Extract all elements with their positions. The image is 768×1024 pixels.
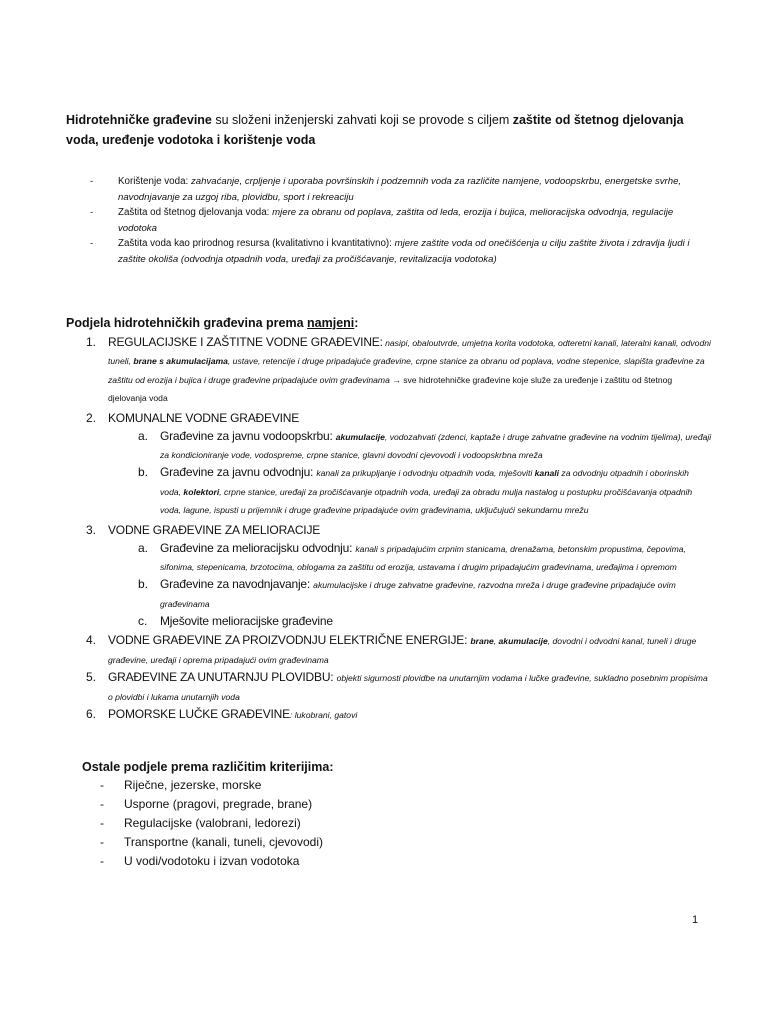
item-desc: , [493, 636, 499, 647]
list-item [72, 668, 712, 705]
sub-item-desc: za odvodnju otpadnih i oborinskih voda, [160, 468, 689, 497]
item-heading: KOMUNALNE VODNE GRAĐEVINE [108, 410, 300, 425]
item-heading: POMORSKE LUČKE GRAĐEVINE [108, 706, 290, 721]
item-desc-bold: brane [470, 636, 494, 647]
sub-item-heading: Građevine za javnu vodoopskrbu: [160, 428, 336, 443]
other-divisions-list [100, 776, 323, 871]
list-item-text: Regulacijske (valobrani, ledorezi) [124, 816, 301, 830]
intro-text: su složeni inženjerski zahvati koji se provode s ciljem [211, 113, 513, 127]
sub-item-desc-bold: akumulacije [335, 431, 385, 442]
list-dash: - [100, 778, 104, 792]
bullet-dash: - [90, 238, 94, 249]
purpose-numbered-list [72, 333, 712, 723]
sub-item-heading: Građevine za javnu odvodnju: [160, 465, 317, 480]
bullet-text: mjere zaštite voda od onečišćenja u cilju zaštite života i zdravlja ljudi i zaštite okoliša (odvodnja otpadnih voda, uređaji za pročišćavanje, revitalizacija vodotoka) [118, 238, 690, 265]
sub-item [138, 612, 712, 630]
section-heading-prefix: Podjela hidrotehničkih građevina prema [66, 316, 308, 330]
sub-item [138, 539, 712, 576]
bullet-lead: Zaštita voda kao prirodnog resursa (kvalitativno i kvantitativno): [118, 238, 395, 249]
sub-item-desc: kanali za prikupljanje i odvodnju otpadnih voda, mješoviti [316, 468, 535, 479]
bullet-item [90, 205, 700, 236]
sub-item-desc: , vodozahvati (zdenci, kaptaže i druge zahvatne građevine na vodnim tijelima), uređaji za kondicioniranje vode, vodospreme, crpne stanice, glavni dovodni cjevovodi i vodoopskrbna mreža [160, 431, 712, 461]
sub-item-desc-bold: kanali [534, 468, 560, 479]
bullet-dash: - [90, 207, 94, 218]
bullet-dash: - [90, 176, 94, 187]
list-item-text: U vodi/vodotoku i izvan vodotoka [124, 854, 300, 868]
bullet-item [90, 174, 700, 205]
bullet-text: zahvaćanje, crpljenje i uporaba površinskih i podzemnih voda za različite namjene, vodoopskrbu, energetske svrhe, navodnjavanje za uzgoj riba, plovidbu, sport i rekreaciju [118, 176, 682, 203]
sub-item-desc: , crpne stanice, uređaji za pročišćavanje otpadnih voda, uređaji za obradu mulja nastalog u postupku pročišćavanja otpadnih voda, lagune, ispusti u prijemnik i druge građevine pripadajuće ovim građevinama, uključujući sekundarnu mrežu [160, 486, 693, 516]
list-item [72, 521, 712, 631]
intro-goal: zaštite od štetnog djelovanja voda, uređenje vodotoka i korištenje voda [66, 113, 684, 147]
usage-bullet-list [90, 174, 700, 267]
sub-item-letter: a. [138, 540, 149, 555]
sub-item-desc: akumulacijske i druge zahvatne građevine, razvodna mreža i druge građevine pripadajuće ovim građevinama [160, 580, 676, 609]
list-item [72, 631, 712, 668]
item-number: 5. [86, 670, 97, 685]
section-heading-suffix: : [354, 316, 359, 330]
list-item [72, 409, 712, 519]
section-heading [66, 314, 358, 332]
list-item [100, 814, 323, 833]
list-dash: - [100, 797, 104, 811]
item-heading: VODNE GRAĐEVINE ZA PROIZVODNJU ELEKTRIČNE ENERGIJE: [108, 633, 471, 648]
item-number: 4. [86, 633, 97, 648]
item-desc: objekti sigurnosti plovidbe na unutarnjim vodama i lučke građevine, sukladno posebnim propisima o plovidbi i lukama unutarnjih voda [108, 673, 708, 702]
item-heading: VODNE GRAĐEVINE ZA MELIORACIJE [108, 522, 321, 537]
list-item-text: Riječne, jezerske, morske [124, 778, 262, 792]
bullet-lead: Zaštita od štetnog djelovanja voda: [118, 207, 273, 218]
sub-item [138, 575, 712, 612]
item-desc: nasipi, obaloutvrde, umjetna korita vodotoka, odteretni kanali, lateralni kanali, odvodni tuneli, [108, 338, 711, 367]
sub-item-letter: c. [138, 614, 148, 629]
intro-paragraph [66, 110, 706, 150]
list-dash: - [100, 835, 104, 849]
item-desc-summary: → sve hidrotehničke građevine koje služe za uređenje i zaštitu od štetnog djelovanja voda [108, 374, 673, 404]
list-item [100, 833, 323, 852]
bullet-lead: Korištenje voda: [118, 176, 191, 187]
item-number: 3. [86, 522, 97, 537]
item-number: 2. [86, 410, 97, 425]
sub-item-letter: a. [138, 428, 149, 443]
bullet-text: mjere za obranu od poplava, zaštita od leda, erozija i bujica, melioracijska odvodnja, regulacije vodotoka [118, 207, 674, 234]
list-item-text: Transportne (kanali, tuneli, cjevovodi) [124, 835, 323, 849]
sub-item-heading: Mješovite melioracijske građevine [160, 614, 333, 629]
sub-item [138, 427, 712, 464]
item-heading: REGULACIJSKE I ZAŠTITNE VODNE GRAĐEVINE: [108, 335, 383, 349]
item-desc-separator: : [289, 709, 295, 720]
item-desc: lukobrani, gatovi [294, 709, 358, 720]
sub-item-heading: Građevine za navodnjavanje: [160, 577, 314, 592]
sub-item-desc: kanali s pripadajućim crpnim stanicama, drenažama, betonskim propustima, čepovima, sifonima, stepenicama, brzotocima, oblogama za zaštitu od erozija, ustavama i drugim pripadajućim građevinama, uređajima i opremom [160, 543, 686, 573]
page-number: 1 [692, 914, 699, 926]
list-dash: - [100, 854, 104, 868]
other-divisions-heading: Ostale podjele prema različitim kriterijima: [82, 760, 334, 774]
list-item [72, 705, 712, 723]
sub-item [138, 463, 712, 518]
item-number: 6. [86, 706, 97, 721]
sub-item-letter: b. [138, 465, 149, 480]
list-item [100, 795, 323, 814]
list-item [100, 776, 323, 795]
sub-item-heading: Građevine za melioracijsku odvodnju: [160, 540, 356, 555]
sub-item-desc-bold: kolektori [183, 486, 220, 497]
list-item [100, 852, 323, 871]
list-dash: - [100, 816, 104, 830]
item-number: 1. [86, 335, 97, 349]
intro-term: Hidrotehničke građevine [66, 113, 212, 127]
section-heading-underlined: namjeni [307, 316, 355, 330]
sub-item-letter: b. [138, 577, 149, 592]
item-heading: GRAĐEVINE ZA UNUTARNJU PLOVIDBU: [108, 670, 337, 685]
item-desc-bold: akumulacije [498, 636, 548, 647]
list-item-text: Usporne (pragovi, pregrade, brane) [124, 797, 313, 811]
list-item [72, 333, 712, 407]
bullet-item [90, 236, 700, 267]
item-desc-bold: brane s akumulacijama [133, 356, 228, 367]
item-desc: , ustave, retencije i druge pripadajuće građevine, crpne stanice za obranu od poplava, vodne stepenice, slapišta građevine za zaštitu od erozija i bujica i druge građevine pripadajuće ovim građevinama [108, 356, 705, 385]
item-desc: , dovodni i odvodni kanal, tuneli i druge građevine, uređaji i oprema pripadajući ovim građevinama [108, 636, 697, 665]
